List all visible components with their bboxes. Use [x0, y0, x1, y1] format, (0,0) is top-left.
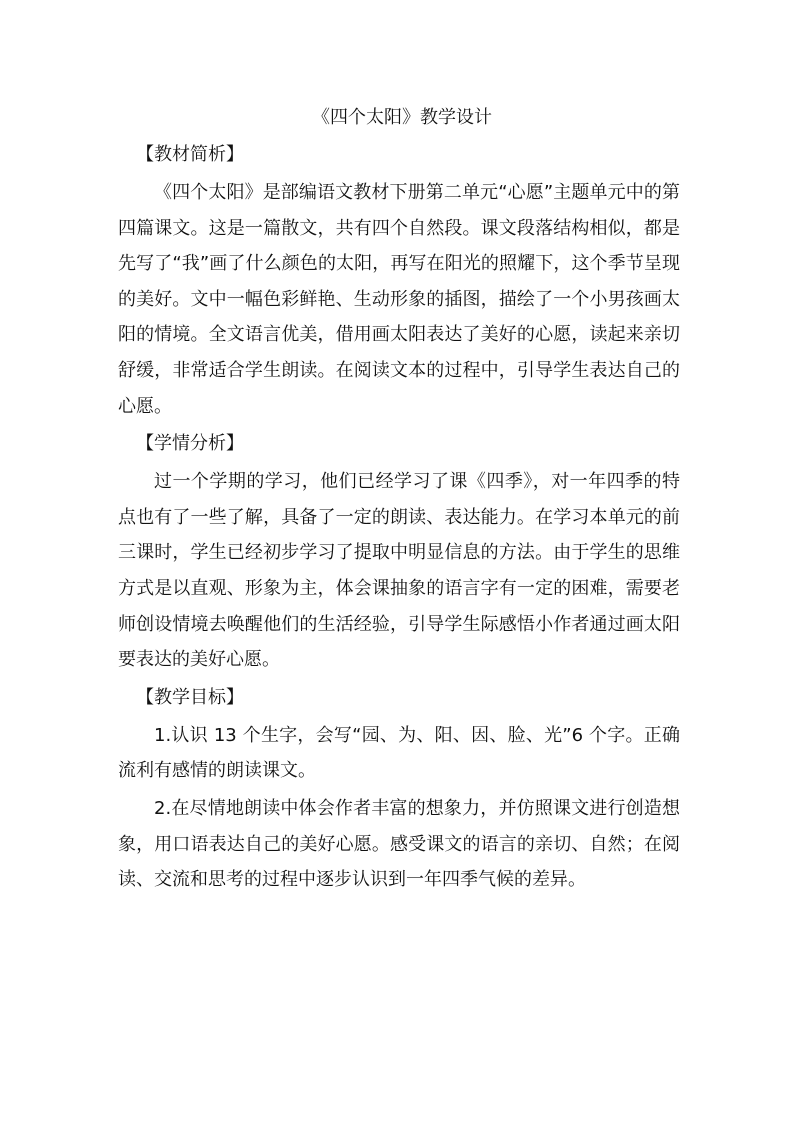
- paragraph-goal-1: 1.认识 13 个生字，会写“园、为、阳、因、脸、光”6 个字。正确流利有感情的朗读课文。: [118, 724, 680, 782]
- document-body: [118, 100, 680, 900]
- section-heading-student-analysis: 【学情分析】: [136, 433, 244, 455]
- paragraph-goal-2: 2.在尽情地朗读中体会作者丰富的想象力，并仿照课文进行创造想象，用口语表达自己的美好心愿。感受课文的语言的亲切、自然；在阅读、交流和思考的过程中逐步认识到一年四季气候的差异。: [118, 797, 680, 891]
- paragraph-student-analysis: 过一个学期的学习，他们已经学习了课《四季》，对一年四季的特点也有了一些了解，具备了一定的朗读、表达能力。在学习本单元的前三课时，学生已经初步学习了提取中明显信息的方法。由于学生的思维方式是以直观、形象为主，体会课抽象的语言字有一定的困难，需要老师创设情境去唤醒他们的生活经验，引导学生际感悟小作者通过画太阳要表达的美好心愿。: [118, 471, 680, 671]
- section-heading-teaching-goals: 【教学目标】: [136, 686, 244, 708]
- paragraph-textbook-analysis: 《四个太阳》是部编语文教材下册第二单元“心愿”主题单元中的第四篇课文。这是一篇散文，共有四个自然段。课文段落结构相似，都是先写了“我”画了什么颜色的太阳，再写在阳光的照耀下，这个季节呈现的美好。文中一幅色彩鲜艳、生动形象的插图，描绘了一个小男孩画太阳的情境。全文语言优美，借用画太阳表达了美好的心愿，读起来亲切舒缓，非常适合学生朗读。在阅读文本的过程中，引导学生表达自己的心愿。: [118, 182, 680, 417]
- page-title: 《四个太阳》教学设计: [312, 107, 492, 128]
- section-heading-textbook-analysis: 【教材简析】: [136, 144, 244, 165]
